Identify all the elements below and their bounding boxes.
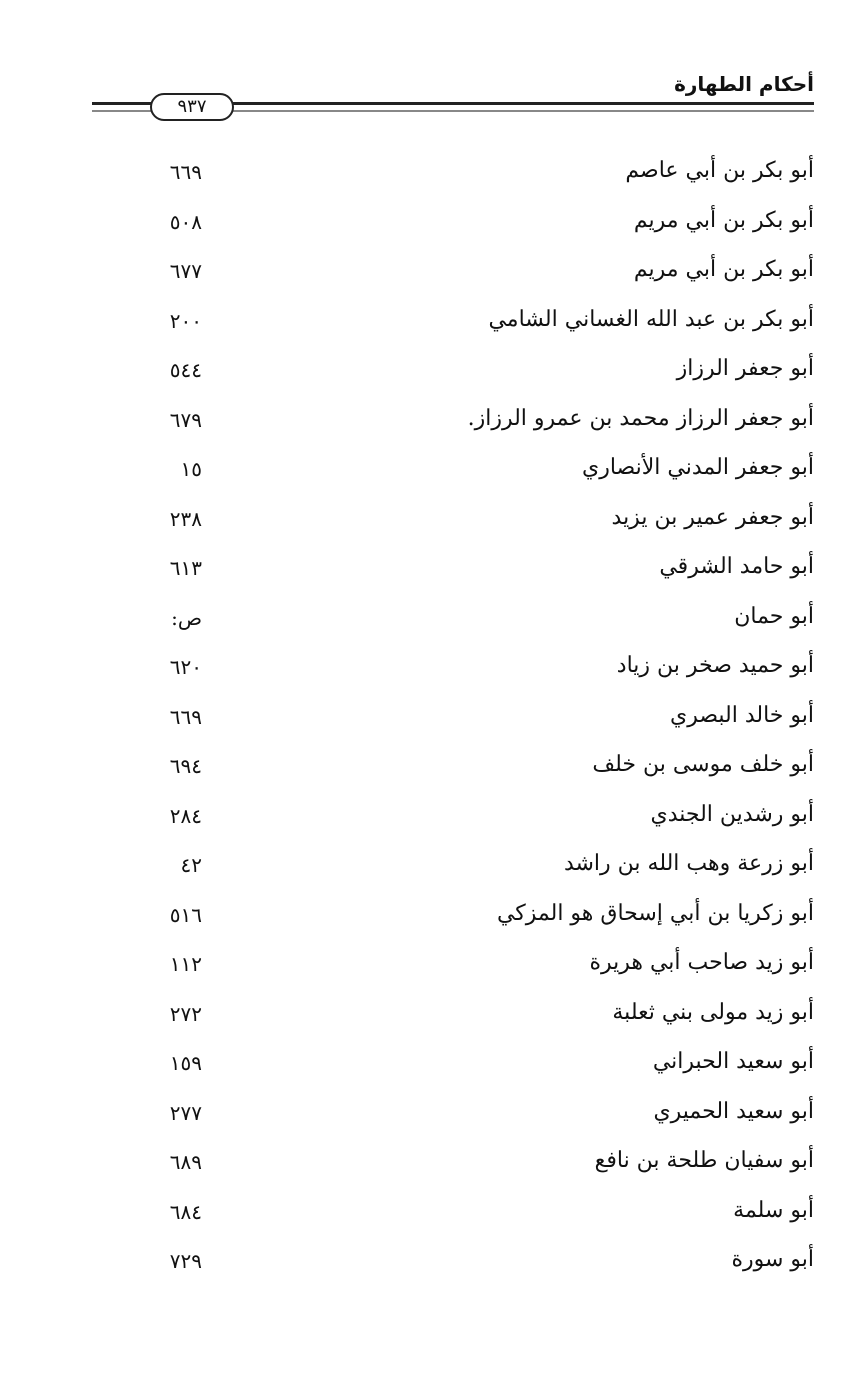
entry-name: أبو حمان — [734, 603, 814, 629]
entry-name: أبو زيد صاحب أبي هريرة — [589, 950, 814, 975]
index-entry — [150, 249, 814, 299]
entry-name: أبو زرعة وهب الله بن راشد — [563, 851, 814, 876]
index-entry — [150, 398, 814, 448]
index-entry — [150, 447, 814, 497]
entry-name: أبو جعفر المدني الأنصاري — [581, 455, 814, 480]
entry-name: أبو حميد صخر بن زياد — [616, 653, 814, 678]
index-entry — [150, 695, 814, 745]
index-entry — [150, 150, 814, 200]
index-entry — [150, 546, 814, 596]
entry-name: أبو بكر بن عبد الله الغساني الشامي — [488, 306, 814, 332]
entry-name: أبو بكر بن أبي مريم — [633, 207, 814, 233]
entry-name: أبو جعفر عمير بن يزيد — [611, 504, 814, 530]
entry-page-number: ٦٧٩ — [169, 407, 202, 432]
index-list — [150, 150, 814, 1289]
entry-page-number: ١٥ — [180, 457, 202, 481]
entry-page-number: ٦٧٧ — [169, 259, 202, 283]
entry-page-number: ٤٢ — [180, 853, 202, 877]
entry-page-number: ٢٠٠ — [169, 308, 202, 333]
index-entry — [150, 299, 814, 349]
index-entry — [150, 744, 814, 794]
entry-page-number: ٦٩٤ — [169, 754, 202, 778]
index-entry — [150, 645, 814, 695]
entry-name: أبو خلف موسى بن خلف — [592, 752, 814, 777]
entry-name: أبو سعيد الحميري — [653, 1098, 814, 1124]
entry-name: أبو زيد مولى بني ثعلبة — [612, 999, 814, 1025]
book-title: أحكام الطهارة — [674, 72, 814, 96]
index-entry — [150, 1091, 814, 1141]
entry-page-number: ٦٨٤ — [169, 1199, 202, 1224]
entry-name: أبو حامد الشرقي — [659, 554, 814, 579]
entry-name: أبو سلمة — [733, 1197, 814, 1223]
index-entry — [150, 596, 814, 646]
entry-name: أبو سفيان طلحة بن نافع — [594, 1148, 814, 1173]
entry-page-number: ٥٠٨ — [169, 209, 202, 234]
index-entry — [150, 992, 814, 1042]
index-entry — [150, 893, 814, 943]
entry-page-number: ٥٤٤ — [169, 358, 202, 382]
entry-page-number: ٦١٣ — [169, 556, 202, 580]
entry-name: أبو جعفر الرزاز محمد بن عمرو الرزاز. — [467, 405, 814, 431]
index-entry — [150, 942, 814, 992]
entry-page-number: ٦٦٩ — [169, 704, 202, 729]
entry-name: أبو جعفر الرزاز — [676, 356, 814, 381]
entry-page-number: ٢٣٨ — [169, 506, 202, 531]
entry-name: أبو خالد البصري — [669, 702, 814, 728]
entry-name: أبو رشدين الجندي — [650, 801, 814, 827]
entry-page-number: ٢٨٤ — [169, 803, 202, 828]
entry-page-number: ٦٦٩ — [169, 160, 202, 184]
entry-name: أبو بكر بن أبي مريم — [633, 257, 814, 282]
index-entry — [150, 497, 814, 547]
entry-page-number: ٦٢٠ — [169, 655, 202, 679]
entry-name: أبو زكريا بن أبي إسحاق هو المزكي — [496, 900, 814, 926]
page-header — [92, 70, 814, 130]
entry-page-number: ٦٨٩ — [169, 1150, 202, 1174]
index-entry — [150, 1190, 814, 1240]
entry-name: أبو سعيد الحبراني — [652, 1049, 814, 1074]
entry-page-number: ص: — [171, 605, 202, 630]
entry-page-number: ٥١٦ — [169, 902, 202, 927]
index-entry — [150, 1041, 814, 1091]
index-entry — [150, 1239, 814, 1289]
index-entry — [150, 1140, 814, 1190]
entry-name: أبو بكر بن أبي عاصم — [625, 158, 814, 183]
entry-page-number: ٧٢٩ — [169, 1249, 202, 1273]
entry-page-number: ١٥٩ — [169, 1051, 202, 1075]
index-entry — [150, 794, 814, 844]
entry-page-number: ١١٢ — [169, 952, 202, 976]
page-number-badge: ٩٣٧ — [150, 93, 234, 121]
index-entry — [150, 348, 814, 398]
entry-page-number: ٢٧٧ — [169, 1100, 202, 1125]
entry-name: أبو سورة — [731, 1247, 814, 1272]
index-entry — [150, 200, 814, 250]
index-entry — [150, 843, 814, 893]
entry-page-number: ٢٧٢ — [169, 1001, 202, 1026]
